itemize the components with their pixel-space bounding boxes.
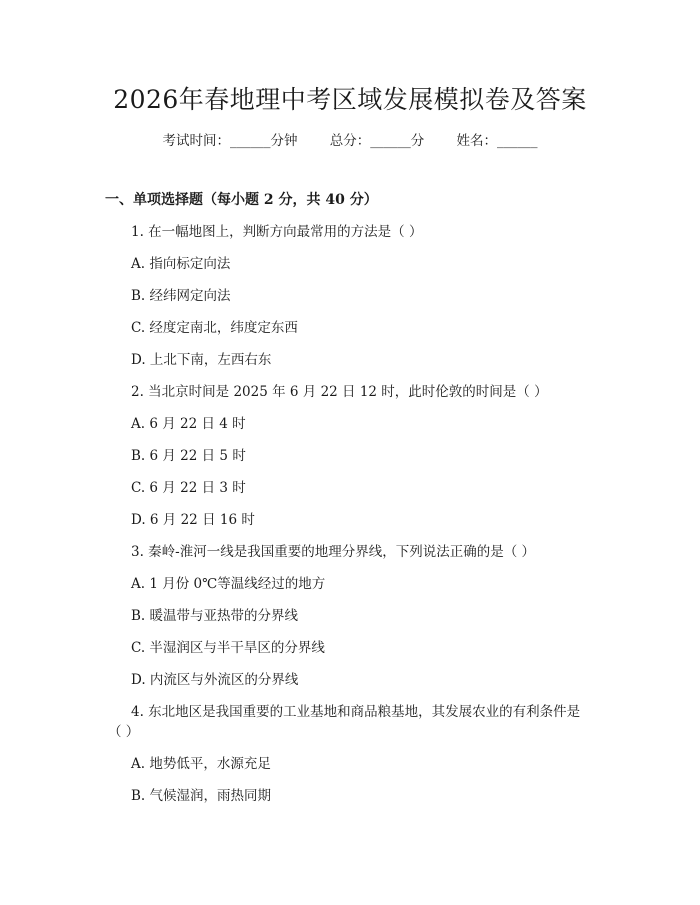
question-3-option-a: A. 1 月份 0℃等温线经过的地方 [131, 576, 326, 592]
question-1-option-a: A. 指向标定向法 [131, 256, 231, 272]
question-2-option-d: D. 6 月 22 日 16 时 [131, 512, 255, 528]
exam-time-field: 考试时间：______分钟 [162, 133, 298, 149]
question-1-option-d: D. 上北下南，左西右东 [131, 352, 272, 368]
question-3-option-c: C. 半湿润区与半干旱区的分界线 [131, 640, 325, 656]
question-4: 4. 东北地区是我国重要的工业基地和商品粮基地，其发展农业的有利条件是 [131, 704, 581, 720]
exam-meta [0, 131, 700, 151]
question-4-option-a: A. 地势低平，水源充足 [131, 756, 271, 772]
question-2: 2. 当北京时间是 2025 年 6 月 22 日 12 时，此时伦敦的时间是（ ） [131, 384, 548, 400]
question-3-option-b: B. 暖温带与亚热带的分界线 [131, 608, 299, 624]
page-title: 2026年春地理中考区域发展模拟卷及答案 [113, 85, 587, 114]
question-1-option-b: B. 经纬网定向法 [131, 288, 231, 304]
question-4-option-b: B. 气候湿润，雨热同期 [131, 788, 272, 804]
question-3-option-d: D. 内流区与外流区的分界线 [131, 672, 299, 688]
section-heading: 一、单项选择题（每小题 2 分，共 40 分） [105, 192, 378, 208]
question-2-option-c: C. 6 月 22 日 3 时 [131, 480, 246, 496]
question-1-option-c: C. 经度定南北，纬度定东西 [131, 320, 298, 336]
question-2-option-b: B. 6 月 22 日 5 时 [131, 448, 246, 464]
question-4-continued: （ ） [108, 724, 140, 740]
question-1: 1. 在一幅地图上，判断方向最常用的方法是（ ） [131, 224, 423, 240]
question-2-option-a: A. 6 月 22 日 4 时 [131, 416, 246, 432]
total-score-field: 总分：______分 [329, 133, 425, 149]
question-3: 3. 秦岭-淮河一线是我国重要的地理分界线，下列说法正确的是（ ） [131, 544, 536, 560]
student-name-field: 姓名：______ [456, 133, 538, 149]
